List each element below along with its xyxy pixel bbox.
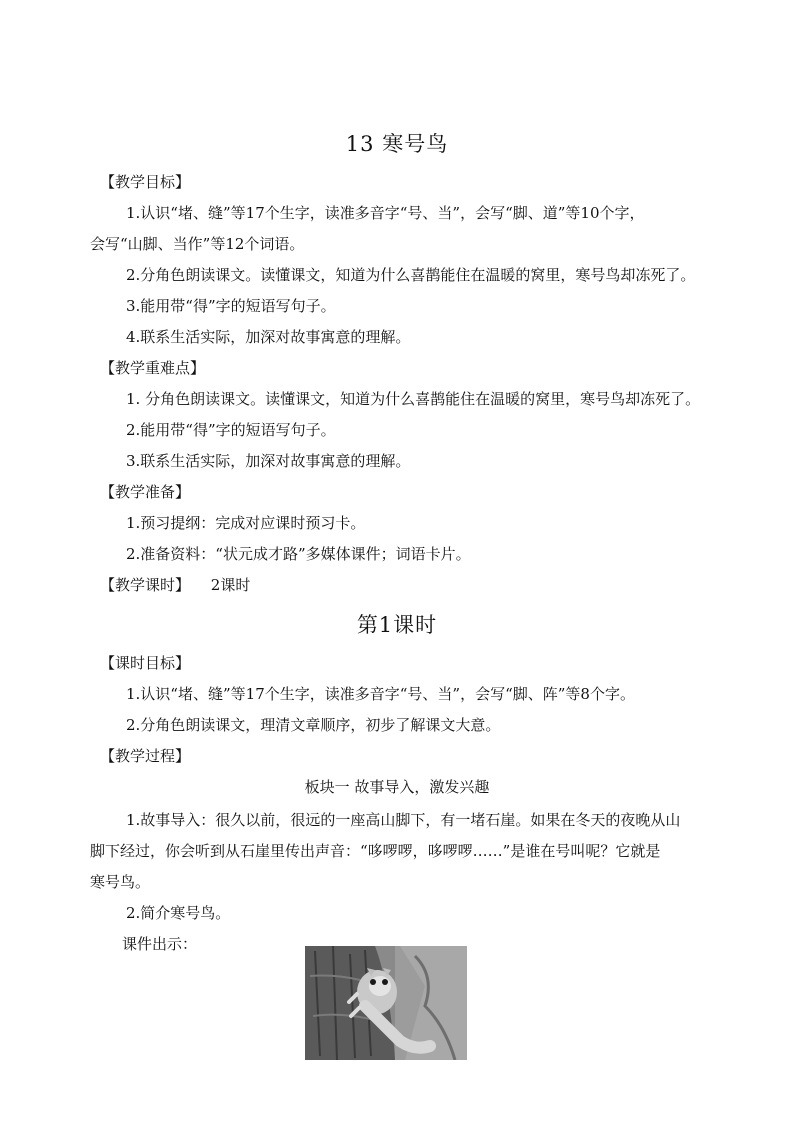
story-line-2: 脚下经过，你会听到从石崖里传出声音：“哆啰啰，哆啰啰……”是谁在号叫呢？它就是 xyxy=(90,842,661,860)
block-one-title: 板块一 故事导入，激发兴趣 xyxy=(304,778,490,796)
goal-1: 1.认识“堵、缝”等17个生字，读准多音字“号、当”，会写“脚、道”等10个字， xyxy=(126,204,645,222)
class-hours-heading: 【教学课时】 xyxy=(100,576,191,594)
class-hours-value: 2课时 xyxy=(210,576,251,594)
key-points-heading: 【教学重难点】 xyxy=(100,359,206,377)
story-line-3: 寒号鸟。 xyxy=(90,873,151,891)
lesson-1-title: 第1课时 xyxy=(356,613,438,637)
goal-4: 4.联系生活实际，加深对故事寓意的理解。 xyxy=(126,328,411,346)
story-line-1: 1.故事导入：很久以前，很远的一座高山脚下，有一堵石崖。如果在冬天的夜晚从山 xyxy=(126,811,681,829)
key-point-2: 2.能用带“得”字的短语写句子。 xyxy=(126,421,336,439)
courseware-label: 课件出示： xyxy=(122,935,198,953)
key-point-3: 3.联系生活实际，加深对故事寓意的理解。 xyxy=(126,452,411,470)
goal-3: 3.能用带“得”字的短语写句子。 xyxy=(126,297,336,315)
flying-squirrel-photo xyxy=(305,946,467,1060)
lesson-goals-heading: 【课时目标】 xyxy=(100,654,191,672)
preparation-1: 1.预习提纲：完成对应课时预习卡。 xyxy=(126,514,366,532)
key-point-1: 1. 分角色朗读课文。读懂课文，知道为什么喜鹊能住在温暖的窝里，寒号鸟却冻死了。 xyxy=(126,390,701,408)
intro-line: 2.简介寒号鸟。 xyxy=(126,904,231,922)
goal-1-cont: 会写“山脚、当作”等12个词语。 xyxy=(90,235,305,253)
goal-2: 2.分角色朗读课文。读懂课文，知道为什么喜鹊能住在温暖的窝里，寒号鸟却冻死了。 xyxy=(126,266,696,284)
preparation-2: 2.准备资料：“状元成才路”多媒体课件；词语卡片。 xyxy=(126,545,471,563)
preparation-heading: 【教学准备】 xyxy=(100,483,191,501)
process-heading: 【教学过程】 xyxy=(100,747,191,765)
lesson-title: 13 寒号鸟 xyxy=(345,132,449,156)
lesson-goal-1: 1.认识“堵、缝”等17个生字，读准多音字“号、当”，会写“脚、阵”等8个字。 xyxy=(126,685,635,703)
lesson-goal-2: 2.分角色朗读课文，理清文章顺序，初步了解课文大意。 xyxy=(126,716,501,734)
class-hours-row xyxy=(100,575,250,595)
teaching-goals-heading: 【教学目标】 xyxy=(100,173,191,191)
